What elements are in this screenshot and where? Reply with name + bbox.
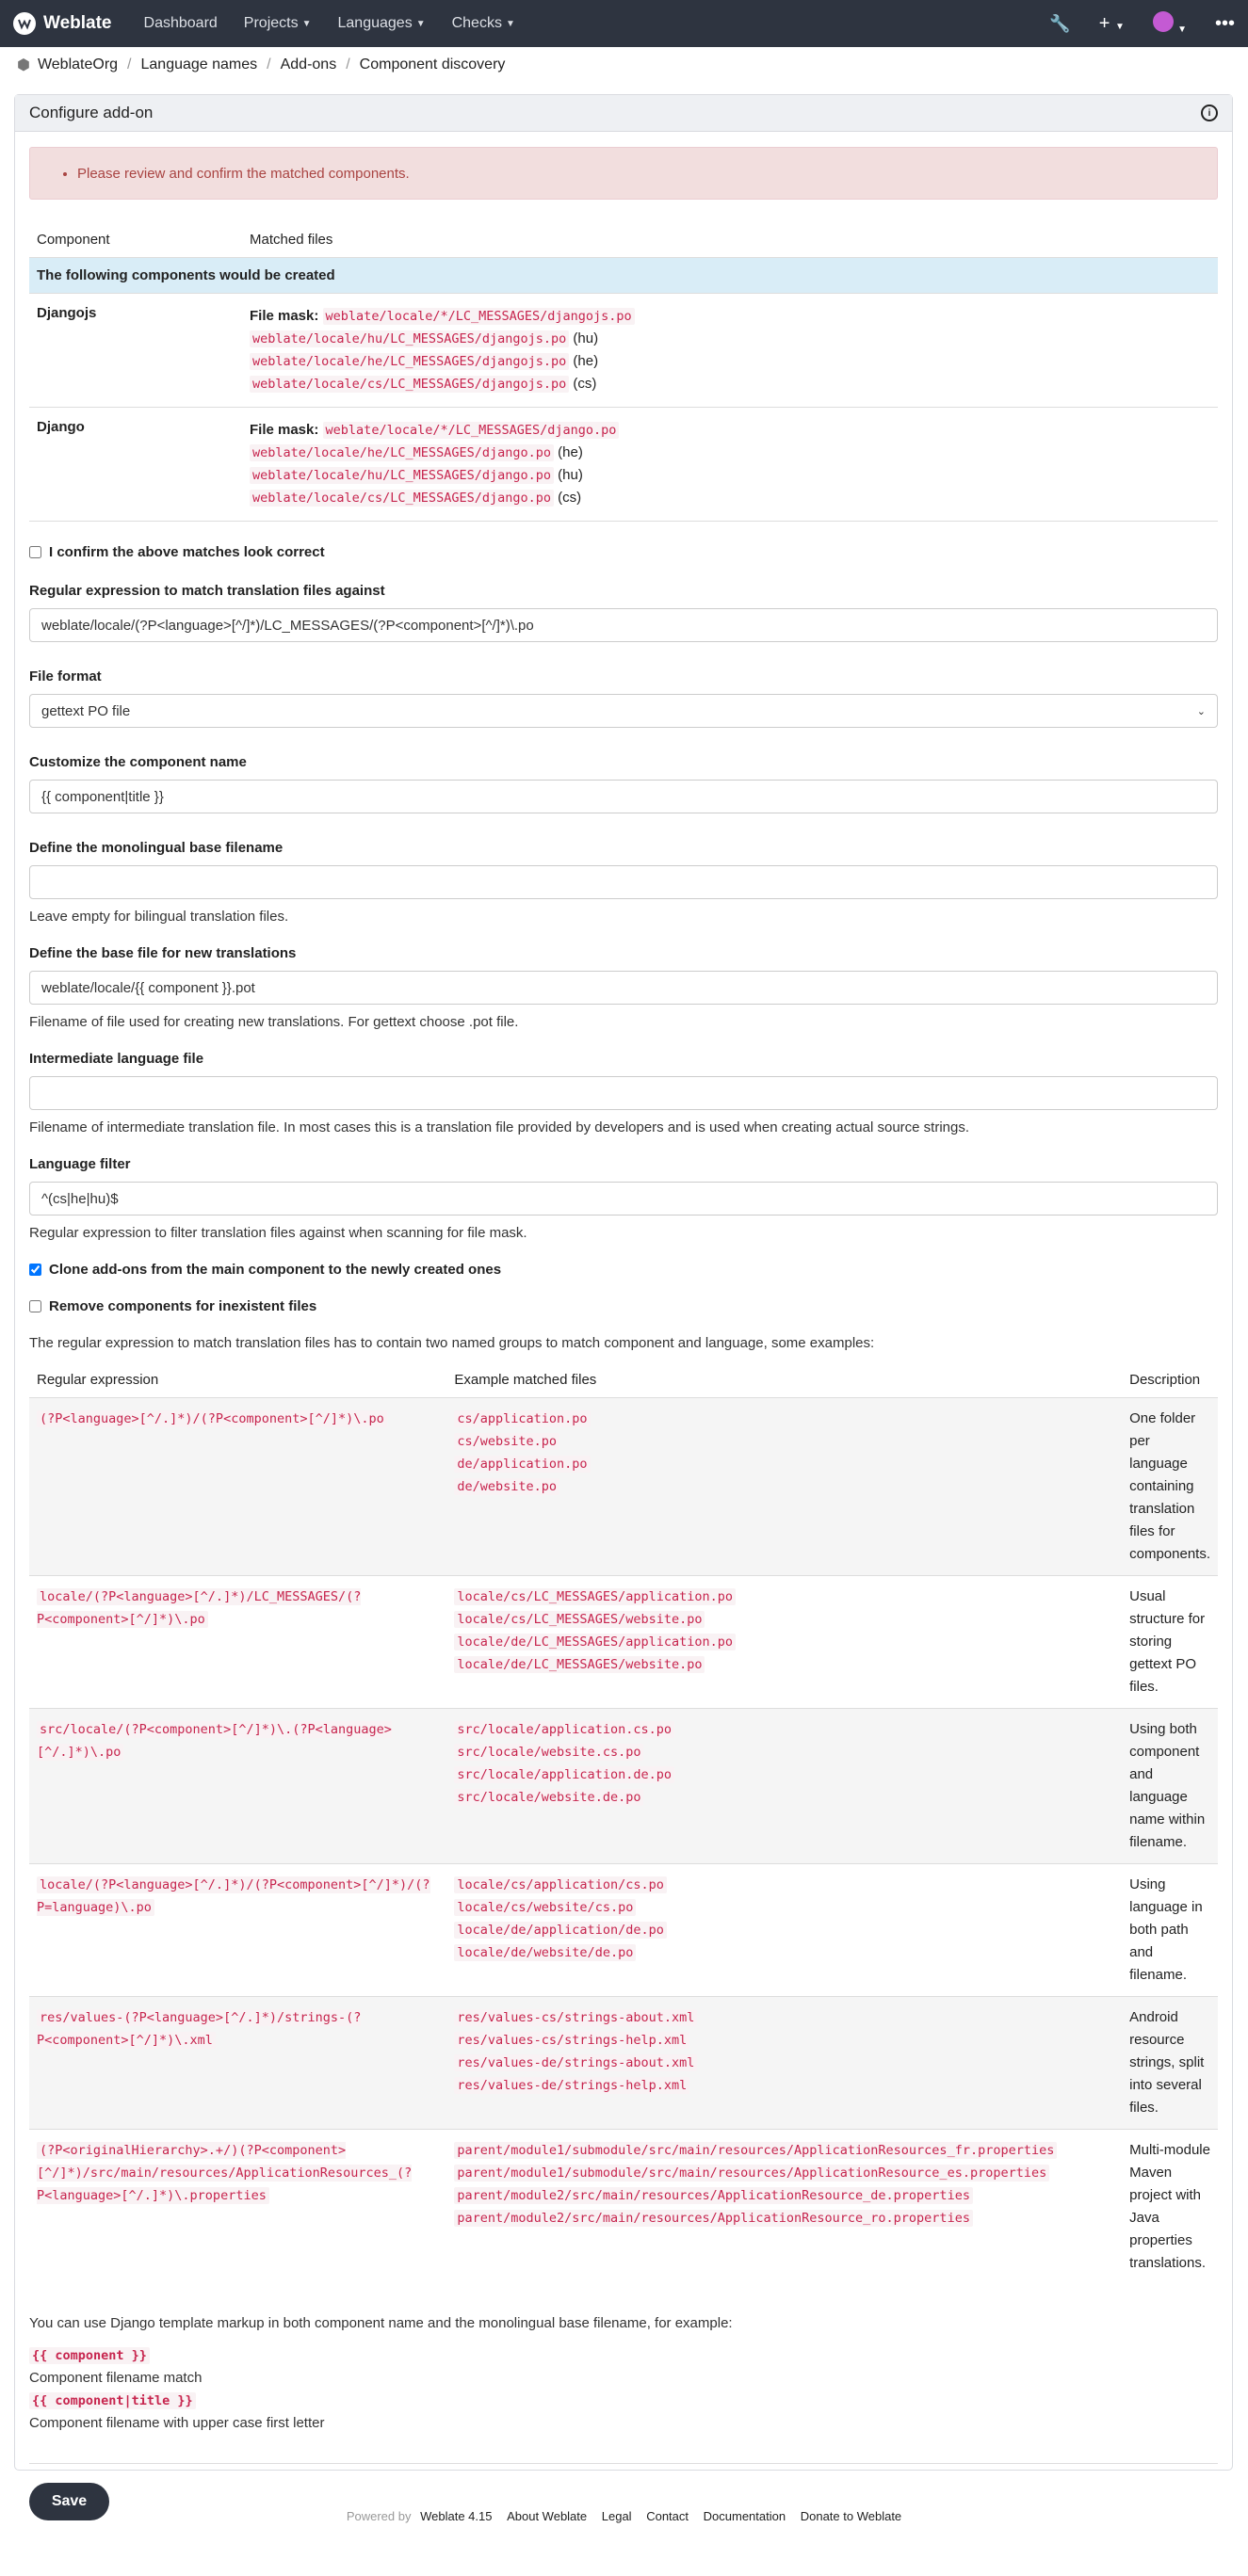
footer-version[interactable]: Weblate 4.15 xyxy=(420,2509,493,2523)
example-description: Android resource strings, split into several files. xyxy=(1122,1997,1218,2130)
example-file: res/values-de/strings-help.xml xyxy=(454,2077,689,2094)
file-mask: weblate/locale/*/LC_MESSAGES/djangojs.po xyxy=(323,308,635,325)
weblate-logo-icon xyxy=(13,12,36,35)
alert-message: • Please review and confirm the matched components. xyxy=(77,166,410,182)
inter-help: Filename of intermediate translation file. In most cases this is a translation file provided by developers and is used when creating actual source strings. xyxy=(29,1119,970,1135)
table-row xyxy=(29,2130,1218,2285)
template-code: {{ component|title }} xyxy=(29,2392,196,2409)
example-file: parent/module2/src/main/resources/ApplicationResource_de.properties xyxy=(454,2187,973,2204)
breadcrumb-current: Component discovery xyxy=(359,56,506,72)
footer-link-donate[interactable]: Donate to Weblate xyxy=(800,2509,902,2523)
example-regex: (?P<language>[^/.]*)/(?P<component>[^/]*)\.po xyxy=(37,1410,387,1427)
example-file: cs/application.po xyxy=(454,1410,590,1427)
user-menu[interactable]: ▼ xyxy=(1153,11,1187,36)
footer-link-docs[interactable]: Documentation xyxy=(703,2509,786,2523)
name-label: Customize the component name xyxy=(29,754,247,770)
example-file: locale/cs/website/cs.po xyxy=(454,1899,636,1916)
example-file: src/locale/website.cs.po xyxy=(454,1744,643,1761)
nav-projects[interactable] xyxy=(244,15,312,32)
example-file: res/values-de/strings-about.xml xyxy=(454,2054,697,2071)
remove-label: Remove components for inexistent files xyxy=(49,1298,317,1314)
nav-checks[interactable] xyxy=(452,15,515,32)
base-input[interactable]: weblate/locale/{{ component }}.pot xyxy=(29,971,1218,1005)
example-regex: res/values-(?P<language>[^/.]*)/strings-(?P<component>[^/]*)\.xml xyxy=(37,2010,362,2048)
table-row xyxy=(29,1709,1218,1864)
matched-file: weblate/locale/he/LC_MESSAGES/djangojs.po xyxy=(250,353,569,370)
example-file: res/values-cs/strings-help.xml xyxy=(454,2032,689,2049)
file-mask-label: File mask: xyxy=(250,422,319,438)
example-description: One folder per language containing translation files for components. xyxy=(1122,1398,1218,1576)
matched-file: weblate/locale/hu/LC_MESSAGES/django.po xyxy=(250,467,554,484)
example-regex: (?P<originalHierarchy>.+/)(?P<component>[^/]*)/src/main/resources/ApplicationResources_(?P<language>[^/.]*)\.properties xyxy=(37,2143,413,2203)
component-name: Django xyxy=(37,419,85,435)
org-icon: ⬢ xyxy=(17,57,30,73)
filter-label: Language filter xyxy=(29,1156,131,1172)
example-file: src/locale/website.de.po xyxy=(454,1789,643,1806)
examples-intro: The regular expression to match translation files has to contain two named groups to match component and language, some examples: xyxy=(29,1335,875,1351)
nav-languages[interactable] xyxy=(338,15,426,32)
examples-table xyxy=(29,1362,1218,2284)
format-label: File format xyxy=(29,668,102,684)
confirm-label: I confirm the above matches look correct xyxy=(49,544,325,560)
components-info-row: The following components would be created xyxy=(29,258,1218,294)
table-row xyxy=(29,294,1218,408)
example-file: parent/module2/src/main/resources/ApplicationResource_ro.properties xyxy=(454,2210,973,2227)
matched-file: weblate/locale/he/LC_MESSAGES/django.po xyxy=(250,444,554,461)
example-file: parent/module1/submodule/src/main/resources/ApplicationResource_es.properties xyxy=(454,2165,1049,2182)
example-file: locale/de/application/de.po xyxy=(454,1922,666,1939)
card-title: Configure add-on xyxy=(29,104,154,121)
breadcrumb-project[interactable]: Language names xyxy=(140,56,258,72)
file-lang: (cs) xyxy=(558,490,582,506)
example-file: locale/de/website/de.po xyxy=(454,1944,636,1961)
matched-file: weblate/locale/hu/LC_MESSAGES/djangojs.po xyxy=(250,330,569,347)
clone-label: Clone add-ons from the main component to the newly created ones xyxy=(49,1262,502,1278)
file-lang: (he) xyxy=(573,353,599,369)
col-regex: Regular expression xyxy=(29,1362,446,1398)
inter-input[interactable] xyxy=(29,1076,1218,1110)
error-alert xyxy=(29,147,1218,200)
breadcrumb: ⬢ WeblateOrg / Language names / Add-ons / Component discovery xyxy=(17,56,506,73)
example-description: Using both component and language name within filename. xyxy=(1122,1709,1218,1864)
example-file: parent/module1/submodule/src/main/resources/ApplicationResources_fr.properties xyxy=(454,2142,1057,2159)
matched-components-table xyxy=(29,222,1218,522)
brand-name: Weblate xyxy=(43,13,112,33)
template-code: {{ component }} xyxy=(29,2347,150,2364)
more-menu-icon[interactable]: ••• xyxy=(1214,12,1235,34)
example-file: locale/cs/LC_MESSAGES/website.po xyxy=(454,1611,705,1628)
matched-file: weblate/locale/cs/LC_MESSAGES/django.po xyxy=(250,490,554,507)
file-mask: weblate/locale/*/LC_MESSAGES/django.po xyxy=(323,422,620,439)
table-row xyxy=(29,1997,1218,2130)
component-name: Djangojs xyxy=(37,305,97,321)
footer-powered: Powered by xyxy=(346,2509,412,2523)
chevron-down-icon: ▼ xyxy=(301,18,312,29)
matched-file: weblate/locale/cs/LC_MESSAGES/djangojs.po xyxy=(250,376,569,393)
file-lang: (hu) xyxy=(573,330,599,346)
col-matched-files: Matched files xyxy=(242,222,1218,258)
footer-link-about[interactable]: About Weblate xyxy=(507,2509,588,2523)
chevron-down-icon: ▼ xyxy=(415,18,426,29)
brand[interactable] xyxy=(13,12,112,35)
example-regex: locale/(?P<language>[^/.]*)/(?P<component>[^/]*)/(?P=language)\.po xyxy=(37,1877,430,1915)
template-intro: You can use Django template markup in both component name and the monolingual base filename, for example: xyxy=(29,2315,733,2331)
col-component: Component xyxy=(29,222,242,258)
clone-checkbox[interactable] xyxy=(29,1264,41,1276)
file-lang: (he) xyxy=(558,444,583,460)
template-desc: Component filename match xyxy=(29,2370,203,2386)
remove-row xyxy=(29,1298,1218,1314)
clone-row xyxy=(29,1262,1218,1278)
example-file: de/application.po xyxy=(454,1456,590,1473)
breadcrumb-addons[interactable]: Add-ons xyxy=(280,56,337,72)
example-file: de/website.po xyxy=(454,1478,559,1495)
mono-help: Leave empty for bilingual translation files. xyxy=(29,909,289,925)
format-select[interactable] xyxy=(29,694,1218,728)
info-icon[interactable]: i xyxy=(1201,105,1218,121)
configure-addon-card xyxy=(14,94,1233,2509)
footer-link-contact[interactable]: Contact xyxy=(646,2509,689,2523)
chevron-down-icon: ▼ xyxy=(505,18,515,29)
example-file: src/locale/application.cs.po xyxy=(454,1721,674,1738)
name-input[interactable]: {{ component|title }} xyxy=(29,780,1218,813)
regex-input[interactable]: weblate/locale/(?P<language>[^/]*)/LC_MESSAGES/(?P<component>[^/]*)\.po xyxy=(29,608,1218,642)
table-row xyxy=(29,1576,1218,1709)
wrench-icon[interactable]: 🔧 xyxy=(1049,13,1071,33)
example-regex: locale/(?P<language>[^/.]*)/LC_MESSAGES/(?P<component>[^/]*)\.po xyxy=(37,1589,362,1627)
example-file: cs/website.po xyxy=(454,1433,559,1450)
top-navbar xyxy=(0,0,1248,47)
save-button[interactable]: Save xyxy=(29,2483,109,2520)
footer-link-legal[interactable]: Legal xyxy=(601,2509,632,2523)
nav-dashboard[interactable]: Dashboard xyxy=(143,15,218,31)
file-lang: (cs) xyxy=(573,376,597,392)
base-label: Define the base file for new translations xyxy=(29,945,297,961)
avatar xyxy=(1153,11,1174,32)
footer xyxy=(0,2509,1248,2523)
chevron-down-icon: ⌄ xyxy=(1196,705,1206,717)
col-description: Description xyxy=(1122,1362,1218,1398)
confirm-row xyxy=(29,544,1218,560)
base-help: Filename of file used for creating new translations. For gettext choose .pot file. xyxy=(29,1014,519,1030)
breadcrumb-org[interactable]: WeblateOrg xyxy=(37,56,119,72)
col-example-files: Example matched files xyxy=(446,1362,1122,1398)
example-regex: src/locale/(?P<component>[^/]*)\.(?P<language>[^/.]*)\.po xyxy=(37,1722,392,1760)
example-file: locale/cs/LC_MESSAGES/application.po xyxy=(454,1588,736,1605)
file-mask-label: File mask: xyxy=(250,308,319,324)
table-row xyxy=(29,1864,1218,1997)
regex-label: Regular expression to match translation files against xyxy=(29,583,385,599)
mono-label: Define the monolingual base filename xyxy=(29,840,284,856)
format-value: gettext PO file xyxy=(41,702,131,719)
template-section xyxy=(29,2312,1218,2435)
filter-input[interactable]: ^(cs|he|hu)$ xyxy=(29,1182,1218,1216)
file-lang: (hu) xyxy=(558,467,583,483)
confirm-checkbox[interactable] xyxy=(29,546,41,558)
example-description: Multi-module Maven project with Java properties translations. xyxy=(1122,2130,1218,2285)
add-menu[interactable]: + ▼ xyxy=(1098,12,1125,34)
example-description: Using language in both path and filename. xyxy=(1122,1864,1218,1997)
example-file: locale/de/LC_MESSAGES/website.po xyxy=(454,1656,705,1673)
example-file: src/locale/application.de.po xyxy=(454,1766,674,1783)
example-file: res/values-cs/strings-about.xml xyxy=(454,2009,697,2026)
example-description: Usual structure for storing gettext PO files. xyxy=(1122,1576,1218,1709)
template-desc: Component filename with upper case first letter xyxy=(29,2415,325,2431)
nav-checks-label: Checks xyxy=(451,15,502,31)
example-file: locale/de/LC_MESSAGES/application.po xyxy=(454,1634,736,1650)
mono-input[interactable] xyxy=(29,865,1218,899)
inter-label: Intermediate language file xyxy=(29,1051,204,1067)
example-file: locale/cs/application/cs.po xyxy=(454,1876,666,1893)
table-row xyxy=(29,408,1218,522)
nav-projects-label: Projects xyxy=(243,15,299,31)
table-row xyxy=(29,1398,1218,1576)
remove-checkbox[interactable] xyxy=(29,1300,41,1312)
nav-languages-label: Languages xyxy=(337,15,413,31)
filter-help: Regular expression to filter translation files against when scanning for file mask. xyxy=(29,1225,527,1241)
